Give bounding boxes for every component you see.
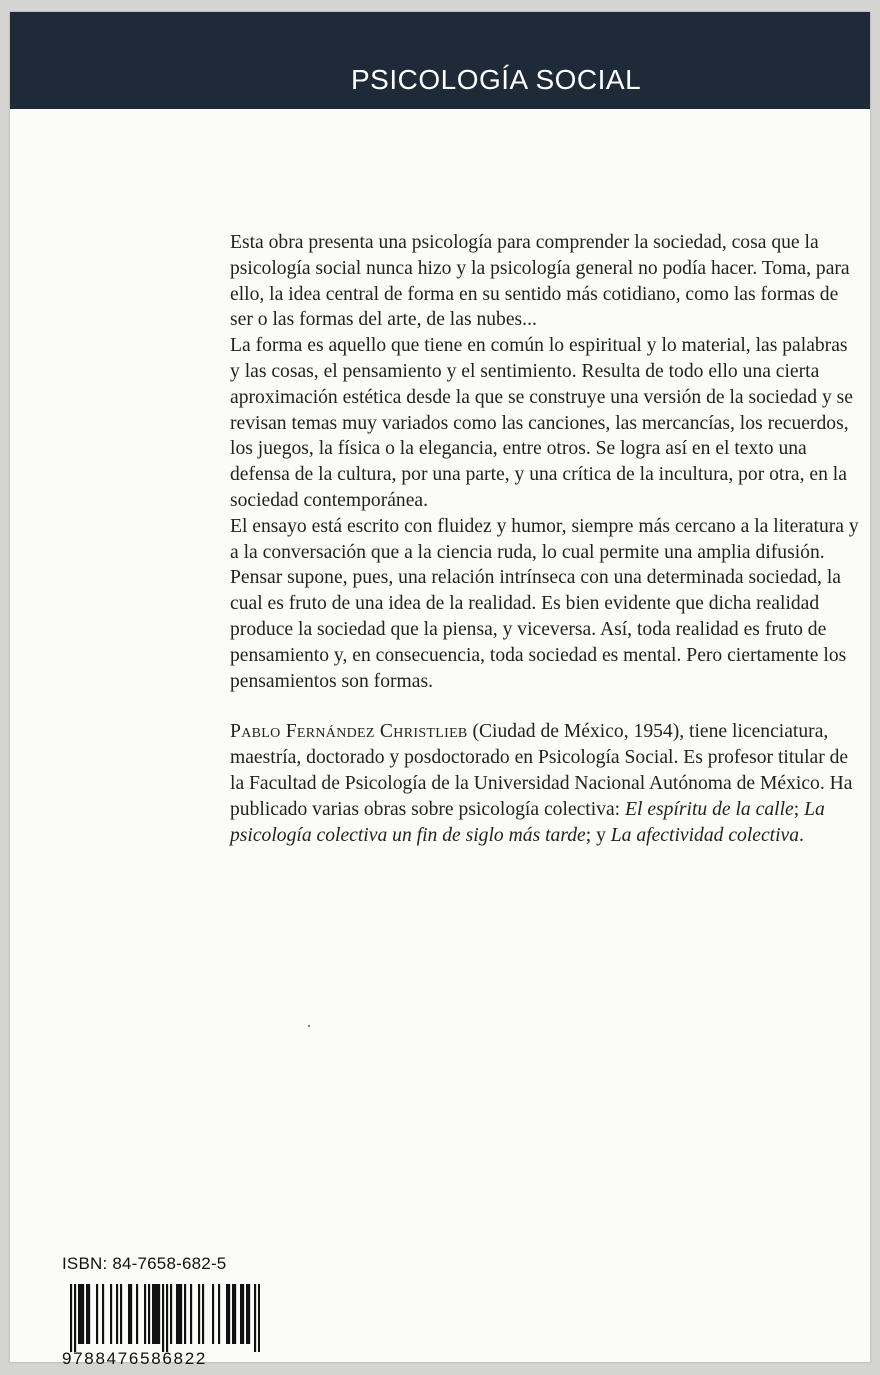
barcode-bar — [78, 1284, 80, 1344]
barcode-number: 9788476586822 — [62, 1349, 208, 1368]
book-title-3: La afectividad colectiva — [610, 824, 800, 846]
separator-2: ; y — [585, 824, 611, 846]
barcode-bar — [136, 1284, 138, 1344]
barcode-bar — [152, 1284, 154, 1344]
barcode-bar — [184, 1284, 186, 1344]
barcode-bar — [128, 1284, 130, 1344]
blurb-text — [230, 230, 860, 848]
barcode-bar — [120, 1284, 122, 1344]
barcode-bar — [80, 1284, 82, 1344]
barcode-bar — [254, 1284, 256, 1352]
barcode-bar — [70, 1284, 72, 1352]
author-bio-text: (Ciudad de México, 1954), tiene licenciatura, maestría, doctorado y posdoctorado en Psicología Social. Es profesor titular de la Facultad de Psicología de la Universidad Nacional Autónoma de México. Ha publicado varias obras sobre psicología colectiva: — [230, 721, 853, 820]
barcode-bar — [190, 1284, 192, 1344]
barcode-bar — [180, 1284, 182, 1344]
series-header-band — [10, 12, 870, 109]
blurb-paragraph-3: El ensayo está escrito con fluidez y humor, siempre más cercano a la literatura y a la conversación que a la ciencia ruda, lo cual permite una amplia difusión. — [230, 515, 859, 563]
barcode-bar — [226, 1284, 228, 1344]
barcode-bar — [234, 1284, 236, 1344]
barcode-bar — [86, 1284, 88, 1344]
barcode — [60, 1284, 260, 1352]
barcode-bar — [88, 1284, 90, 1344]
author-name: Pablo Fernández Christlieb — [230, 721, 468, 743]
barcode-bar — [74, 1284, 76, 1352]
barcode-bar — [212, 1284, 214, 1344]
bio-end: . — [799, 824, 804, 846]
barcode-bar — [176, 1284, 178, 1344]
barcode-bar — [240, 1284, 242, 1344]
barcode-bar — [82, 1284, 84, 1344]
series-title: PSICOLOGÍA SOCIAL — [351, 64, 642, 95]
barcode-bar — [246, 1284, 248, 1344]
barcode-bar — [162, 1284, 164, 1352]
barcode-bar — [102, 1284, 104, 1344]
barcode-bar — [178, 1284, 180, 1344]
barcode-bar — [130, 1284, 132, 1344]
barcode-bar — [156, 1284, 158, 1344]
author-bio — [230, 719, 860, 848]
barcode-bar — [154, 1284, 156, 1344]
barcode-bar — [96, 1284, 98, 1344]
blurb-paragraph-2: La forma es aquello que tiene en común lo espiritual y lo material, las palabras y las cosas, el pensamiento y el sentimiento. Resulta de todo ello una cierta aproximación estética desde la que se construye una versión de la sociedad y se revisan temas muy variados como las canciones, las mercancías, los recuerdos, los juegos, la física o la elegancia, entre otros. Se logra así en el texto una defensa de la cultura, por una parte, y una crítica de la incultura, por otra, en la sociedad contemporánea. — [230, 335, 853, 511]
barcode-bar — [144, 1284, 146, 1344]
barcode-bar — [166, 1284, 168, 1352]
barcode-bar — [218, 1284, 220, 1344]
separator-1: ; — [793, 798, 805, 820]
barcode-bar — [148, 1284, 150, 1344]
blurb-paragraph-1: Esta obra presenta una psicología para comprender la sociedad, cosa que la psicología social nunca hizo y la psicología general no podía hacer. Toma, para ello, la idea central de forma en su sentido más cotidiano, como las formas de ser o las formas del arte, de las nubes... — [230, 232, 850, 331]
barcode-bar — [116, 1284, 118, 1344]
book-title-1: El espíritu de la calle — [625, 798, 794, 820]
barcode-bar — [110, 1284, 112, 1344]
barcode-bar — [170, 1284, 172, 1344]
barcode-bar — [232, 1284, 234, 1344]
barcode-bar — [198, 1284, 200, 1344]
book-title-2: La psicología colectiva un fin de siglo más tarde — [230, 798, 825, 846]
blurb-paragraph-4: Pensar supone, pues, una relación intrínseca con una determinada sociedad, la cual es fruto de una idea de la realidad. Es bien evidente que dicha realidad produce la sociedad que la piensa, y viceversa. Así, toda realidad es fruto de pensamiento y, en consecuencia, toda sociedad es mental. Pero ciertamente los pensamientos son formas. — [230, 567, 847, 692]
isbn-label: ISBN: 84-7658-682-5 — [62, 1254, 227, 1273]
barcode-bar — [242, 1284, 244, 1344]
barcode-bar — [158, 1284, 160, 1344]
back-cover — [10, 12, 870, 1368]
barcode-bar — [228, 1284, 230, 1344]
barcode-bar — [248, 1284, 250, 1344]
printing-dot — [308, 1025, 310, 1027]
barcode-bar — [202, 1284, 204, 1344]
barcode-bar — [258, 1284, 260, 1352]
